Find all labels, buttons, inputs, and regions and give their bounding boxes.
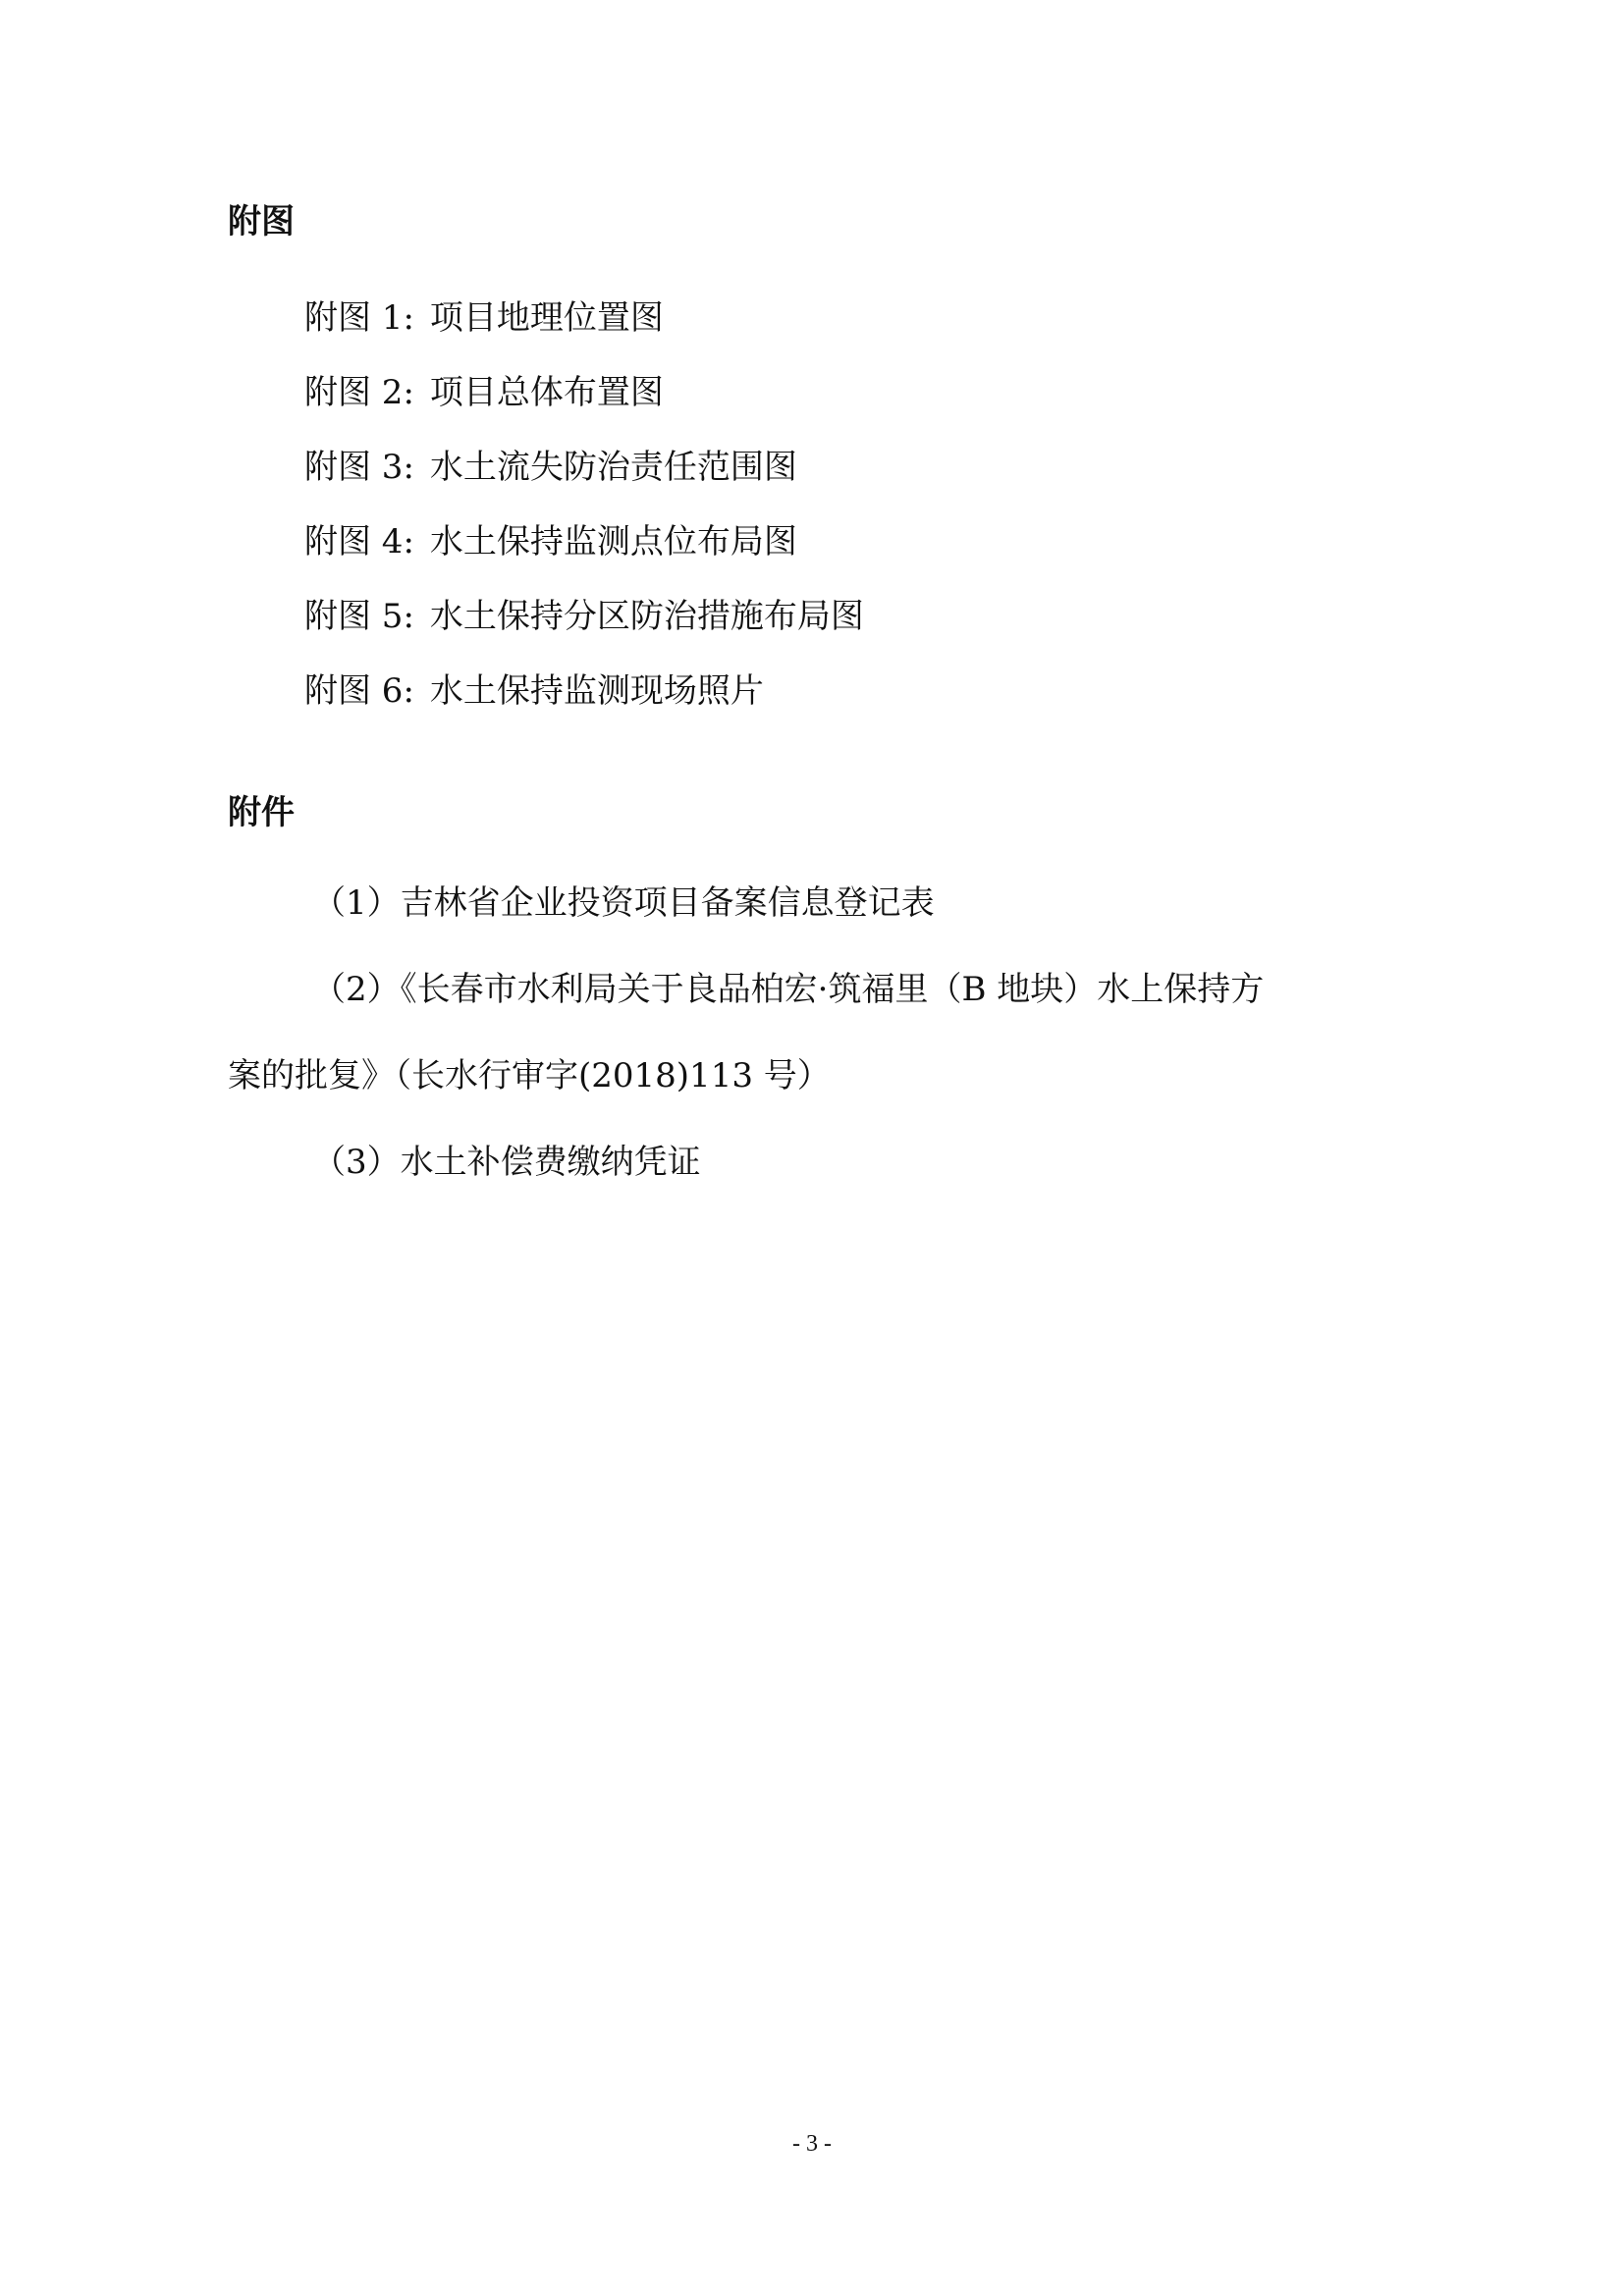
figure-title: 项目地理位置图 xyxy=(429,298,664,338)
figure-label: 附图 1: xyxy=(304,298,414,338)
attachment-number: （3） xyxy=(312,1143,401,1182)
figure-label: 附图 4: xyxy=(304,522,414,561)
figure-item xyxy=(304,669,864,744)
attachment-item xyxy=(228,968,1406,1097)
figure-title: 水土保持分区防治措施布局图 xyxy=(429,597,864,636)
attachment-text-continuation: 案的批复》（长水行审字(2018)113 号） xyxy=(228,1056,831,1095)
figure-item xyxy=(304,296,864,371)
attachment-text: 水土补偿费缴纳凭证 xyxy=(400,1143,701,1182)
figure-title: 水土流失防治责任范围图 xyxy=(429,448,797,487)
attachment-item xyxy=(228,1141,1406,1184)
figure-label: 附图 5: xyxy=(304,597,414,636)
figure-label: 附图 2: xyxy=(304,373,414,412)
page-number: - 3 - xyxy=(792,2131,832,2157)
figure-item xyxy=(304,520,864,595)
figure-label: 附图 3: xyxy=(304,448,414,487)
figure-item xyxy=(304,446,864,520)
figure-label: 附图 6: xyxy=(304,671,414,711)
attachment-item xyxy=(228,881,1406,925)
figure-title: 水土保持监测现场照片 xyxy=(429,671,764,711)
attachments-list xyxy=(228,881,1406,1227)
figures-list xyxy=(304,296,864,744)
figure-item xyxy=(304,371,864,446)
attachments-heading: 附件 xyxy=(228,793,295,832)
attachment-number: （1） xyxy=(312,883,401,923)
attachment-text: 吉林省企业投资项目备案信息登记表 xyxy=(400,883,935,923)
figure-item xyxy=(304,595,864,669)
figure-title: 水土保持监测点位布局图 xyxy=(429,522,797,561)
figures-heading: 附图 xyxy=(228,202,295,241)
attachment-number: （2） xyxy=(312,970,401,1009)
figure-title: 项目总体布置图 xyxy=(429,373,664,412)
attachment-text: 《长春市水利局关于良品柏宏·筑福里（B 地块）水上保持方 xyxy=(400,970,1265,1009)
